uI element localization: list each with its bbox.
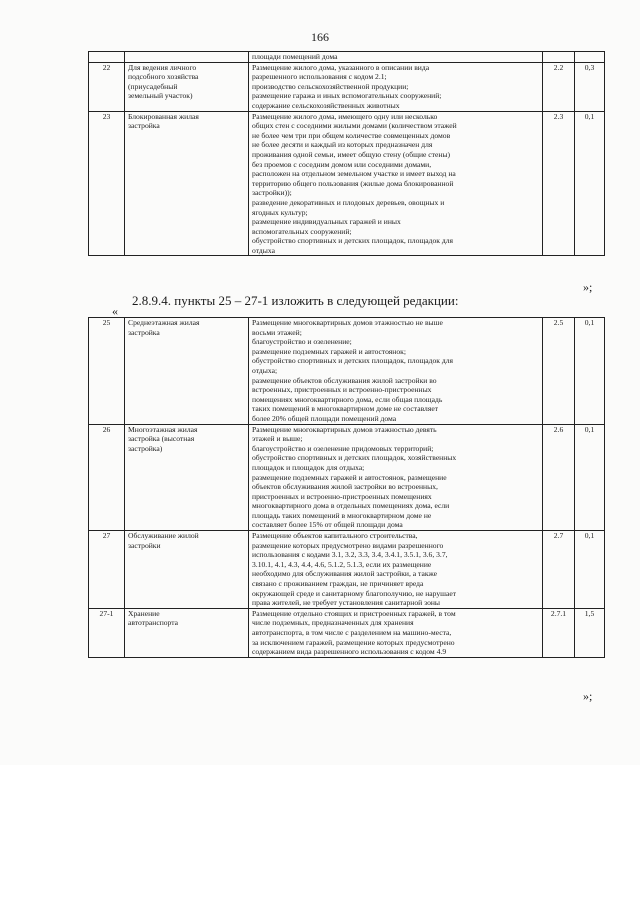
use-type-name-line: подсобного хозяйства [128,72,199,82]
description-line: числе подземных, предназначенных для хранения [252,618,414,628]
description-line: разведение декоративных и плодовых деревьев, овощных и [252,197,445,207]
table-row [89,111,605,256]
ratio-value [575,52,605,63]
description-line: территорию общего пользования (жилые дома блокированной [252,178,454,188]
description-line: не более десяти и каждый из которых предназначен для [252,140,433,150]
use-type-description [249,52,543,63]
table-row [89,318,605,425]
classifier-code: 2.3 [543,111,575,256]
description-line: размещение подземных гаражей и автостоянок, размещение [252,472,447,482]
description-line: Размещение отдельно стоящих и пристроенных гаражей, в том [252,608,456,618]
description-line: Размещение жилого дома, имеющего одну или несколько [252,111,438,121]
description-line: площадок и площадок для отдыха; [252,462,365,472]
classifier-code: 2.7 [543,531,575,609]
description-line: необходимо для обслуживания жилой застройки, а также [252,569,438,579]
ratio-value: 0,1 [575,424,605,531]
description-line: 3.10.1, 4.1, 4.3, 4.4, 4.6, 5.1.2, 5.1.3, если их размещение [252,559,432,569]
row-number: 25 [89,318,125,425]
use-type-name [125,111,249,256]
description-line: благоустройство и озеленение придомовых территорий; [252,443,434,453]
description-line: содержание сельскохозяйственных животных [252,100,400,110]
use-type-name-line: (приусадебный [128,81,178,91]
description-line: этажей и выше; [252,434,303,444]
table-row [89,531,605,609]
use-type-description [249,111,543,256]
description-line: более 20% общей площади помещений дома [252,413,397,423]
description-line: без проемов с соседним домом или соседними домами, [252,159,432,169]
description-line: размещение индивидуальных гаражей и иных [252,217,401,227]
use-type-name-line: Среднеэтажная жилая [128,318,200,327]
ratio-value: 0,1 [575,531,605,609]
use-type-name [125,608,249,657]
row-number: 27-1 [89,608,125,657]
use-type-name [125,52,249,63]
description-line: отдыха [252,245,275,255]
row-number [89,52,125,63]
description-line: Размещение многоквартирных домов этажностью не выше [252,318,443,327]
description-line: Размещение объектов капитального строительства, [252,531,418,541]
description-line: отдыха; [252,365,278,375]
use-type-description [249,531,543,609]
description-line: не более чем три при общем количестве совмещенных домов [252,130,451,140]
description-line: вспомогательных сооружений; [252,226,352,236]
use-type-name-line: Для ведения личного [128,62,197,72]
description-line: расположен на отдельном земельном участке и имеет выход на [252,169,456,179]
use-type-name [125,424,249,531]
closing-quote-top: »; [583,280,593,294]
use-type-name-line: Многоэтажная жилая [128,424,198,434]
use-type-name-line: земельный участок) [128,91,193,101]
use-type-name-line: застройка) [128,443,163,453]
use-type-description [249,318,543,425]
use-type-name-line: Обслуживание жилой [128,531,199,541]
description-line: размещение гаража и иных вспомогательных сооружений; [252,91,442,101]
use-type-name-line: Хранение [128,608,160,618]
description-line: разрешенного использования с кодом 2.1; [252,72,387,82]
description-line: использования с кодами 3.1, 3.2, 3.3, 3.4, 3.4.1, 3.5.1, 3.6, 3.7, [252,550,448,560]
classifier-code: 2.2 [543,62,575,111]
use-type-description [249,608,543,657]
description-line: связано с проживанием граждан, не причиняет вреда [252,579,424,589]
land-use-table-bottom [88,317,605,658]
description-line: восьми этажей; [252,327,302,337]
description-line: обустройство спортивных и детских площадок, площадок для [252,236,453,246]
use-type-description [249,62,543,111]
description-line: составляет более 15% от общей площади дома [252,520,403,530]
description-line: площади помещений дома [252,52,338,61]
row-number: 22 [89,62,125,111]
row-number: 23 [89,111,125,256]
description-line: размещение которых предусмотрено видами разрешенного [252,540,444,550]
table-row [89,424,605,531]
description-line: пристроенных и встроенно-пристроенных помещениях [252,491,432,501]
description-line: автотранспорта, в том числе с разделением на машино-места, [252,628,452,637]
classifier-code: 2.6 [543,424,575,531]
description-line: Размещение многоквартирных домов этажностью девять [252,424,437,434]
use-type-name [125,318,249,425]
table-row [89,62,605,111]
use-type-name-line: Блокированная жилая [128,111,199,121]
description-line: помещениях многоквартирного дома, если общая площадь [252,394,443,404]
description-line: многоквартирного дома в отдельных помещениях дома, если [252,501,450,511]
description-line: обустройство спортивных и детских площадок, площадок для [252,356,453,366]
description-line: содержанием вида разрешенного использования с кодом 4.9 [252,647,447,657]
description-line: за исключением гаражей, размещение которых предусмотрено [252,637,455,647]
description-line: площадь таких помещений в многоквартирном доме не [252,510,432,520]
use-type-name-line: автотранспорта [128,618,179,628]
use-type-name [125,531,249,609]
section-heading: 2.8.9.4. пункты 25 – 27-1 изложить в следующей редакции: [132,293,459,308]
use-type-name-line: застройка [128,327,160,337]
page-number: 166 [311,30,329,44]
ratio-value: 0,1 [575,111,605,256]
description-line: встроенных, пристроенных и встроенно-пристроенных [252,385,432,395]
ratio-value: 1,5 [575,608,605,657]
classifier-code: 2.5 [543,318,575,425]
table-row [89,608,605,657]
closing-quote-bottom: »; [583,689,593,703]
description-line: размещение объектов обслуживания жилой застройки во [252,375,437,385]
classifier-code: 2.7.1 [543,608,575,657]
ratio-value: 0,3 [575,62,605,111]
description-line: обустройство спортивных и детских площадок, хозяйственных [252,453,457,463]
use-type-name-line: застройки [128,540,161,550]
use-type-name-line: застройка (высотная [128,434,195,444]
use-type-description [249,424,543,531]
description-line: благоустройство и озеленение; [252,337,352,347]
classifier-code [543,52,575,63]
description-line: ягодных культур; [252,207,308,217]
ratio-value: 0,1 [575,318,605,425]
row-number: 26 [89,424,125,531]
row-number: 27 [89,531,125,609]
land-use-table-top [88,51,605,256]
opening-quote: « [112,304,118,318]
use-type-name-line: застройка [128,121,160,131]
description-line: размещение подземных гаражей и автостоянок; [252,346,406,356]
description-line: права жителей, не требует установления санитарной зоны [252,598,441,608]
table-row-continuation [89,52,605,63]
description-line: проживания одной семьи, имеет общую стену (общие стены) [252,149,451,159]
description-line: таких помещений в многоквартирном доме не составляет [252,404,439,414]
description-line: окружающей среде и санитарному благополучию, не нарушает [252,588,457,598]
description-line: застройки)); [252,188,292,198]
use-type-name [125,62,249,111]
description-line: производство сельскохозяйственной продукции; [252,81,409,91]
description-line: объектов обслуживания жилой застройки во встроенных, [252,482,438,492]
description-line: общих стен с соседними жилыми домами (количеством этажей [252,121,457,131]
description-line: Размещение жилого дома, указанного в описании вида [252,62,430,72]
